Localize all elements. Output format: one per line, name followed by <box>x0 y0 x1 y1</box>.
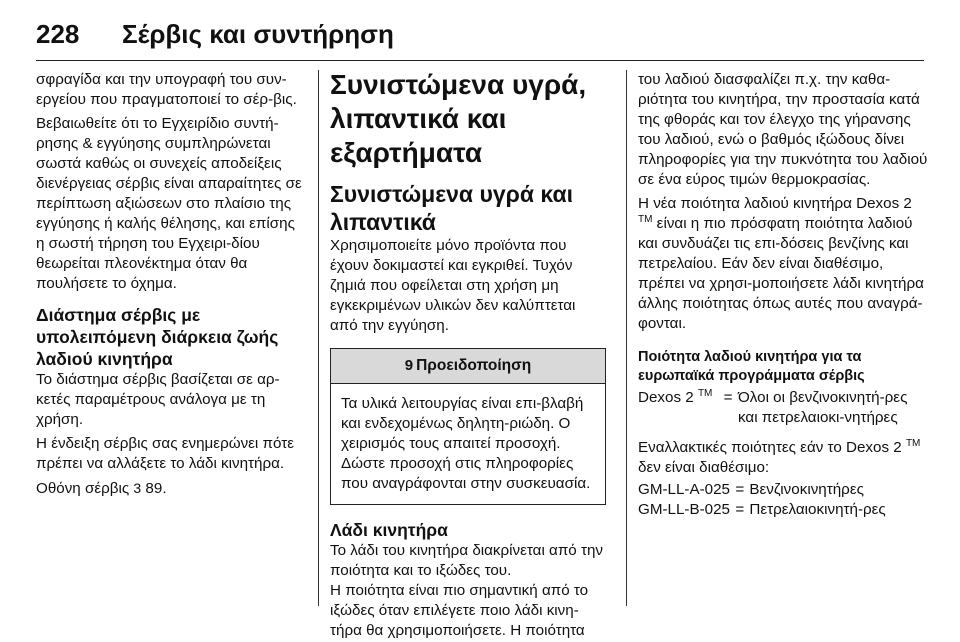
subsection-heading: Ποιότητα λαδιού κινητήρα για τα ευρωπαϊκά προγράμματα σέρβις <box>638 349 865 384</box>
spec-key: GM-LL-A-025 <box>638 481 731 498</box>
spec-equals: = <box>735 501 745 518</box>
column-middle <box>330 70 606 641</box>
paragraph: Βεβαιωθείτε ότι το Εγχειρίδιο συντή-ρησης & εγγύησης συμπληρώνεται σωστά καθώς οι συνεχείς αποδείξεις διενέργειας σέρβις είναι απαραίτητες σε περίπτωση αξιώσεων στο πλαίσιο της εγγύησης ή καλής θέλησης, και επίσης η σωστή τήρηση του Εγχειρι-δίου θεωρείται πλεονέκτημα όταν θα πουλήσετε το όχημα. <box>36 115 302 292</box>
trademark: TM <box>638 213 653 225</box>
section-heading: Λάδι κινητήρα <box>330 520 448 540</box>
paragraph: Η νέα ποιότητα λαδιού κινητήρα Dexos 2 ™ είναι η πιο πρόσφατη ποιότητα λαδιού και συνδυάζει τις επι-δόσεις βενζίνης και πετρελαίου. Εάν δεν είναι διαθέσιμο, πρέπει να χρησι-μοποιήσετε λάδι κινητήρα άλλης ποιότητας όπως αυτές που αναγρά-φονται. <box>638 195 924 332</box>
page-number: 228 <box>36 18 80 49</box>
warning-box <box>330 348 606 505</box>
spec-row <box>638 500 928 520</box>
page-header <box>36 14 924 54</box>
spec-value: Πετρελαιοκινητή-ρες <box>749 501 886 518</box>
warning-header <box>331 349 605 384</box>
paragraph: του λαδιού διασφαλίζει π.χ. την καθα-ριότητα του κινητήρα, την προστασία κατά της φθοράς και τον έλεγχο της γήρανσης του λαδιού, ενώ ο βαθμός ιξώδους δίνει πληροφορίες για την πυκνότητα του λαδιού σε ένα εύρος τιμών θερμοκρασίας. <box>638 71 928 188</box>
column-left <box>36 70 306 499</box>
warning-body <box>331 384 605 504</box>
spec-value: Όλοι οι βενζινοκινητή-ρες και πετρελαιοκι-νητήρες <box>738 389 908 426</box>
chapter-title: Συνιστώμενα υγρά, λιπαντικά και εξαρτήματα <box>330 69 587 168</box>
spec-key: GM-LL-B-025 <box>638 501 731 518</box>
paragraph: Η ένδειξη σέρβις σας ενημερώνει πότε πρέπει να αλλάξετε το λάδι κινητήρα. <box>36 435 295 472</box>
spec-row <box>638 480 928 500</box>
paragraph: σφραγίδα και την υπογραφή του συν-εργείου που πραγματοποιεί το σέρ-βις. <box>36 71 297 108</box>
header-rule <box>36 60 924 61</box>
trademark: TM <box>697 387 713 399</box>
spec-row <box>638 388 928 428</box>
section-heading: Διάστημα σέρβις με υπολειπόμενη διάρκεια ζωής λαδιού κινητήρα <box>36 305 279 369</box>
warning-title: Προειδοποίηση <box>416 357 532 374</box>
warning-triangle-icon: 9 <box>404 357 414 374</box>
paragraph: Εναλλακτικές ποιότητες εάν το Dexos 2 ™ δεν είναι διαθέσιμο: <box>638 437 921 476</box>
column-divider <box>626 70 627 606</box>
spec-equals: = <box>735 481 745 498</box>
spec-equals: = <box>723 389 733 406</box>
section-title: Συνιστώμενα υγρά και λιπαντικά <box>330 181 573 235</box>
cross-reference: Οθόνη σέρβις 3 89. <box>36 480 167 497</box>
column-right <box>638 70 928 520</box>
warning-text: Τα υλικά λειτουργίας είναι επι-βλαβή και ενδεχομένως δηλητη-ριώδη. Ο χειρισμός τους απαιτεί προσοχή. Δώστε προσοχή στις πληροφορίες που αναγράφονται στην συσκευασία. <box>341 395 591 492</box>
spec-value: Βενζινοκινητήρες <box>749 481 864 498</box>
trademark: TM <box>905 437 921 449</box>
paragraph: Η ποιότητα είναι πιο σημαντική από το ιξώδες όταν επιλέγετε ποιο λάδι κινη-τήρα θα χρησιμοποιήσετε. Η ποιότητα <box>330 582 589 639</box>
column-divider <box>318 70 319 606</box>
spec-key: Dexos 2 ™ <box>638 387 713 406</box>
paragraph: Χρησιμοποιείτε μόνο προϊόντα που έχουν δοκιμαστεί και εγκριθεί. Τυχόν ζημιά που οφείλεται στη χρήση μη εγκεκριμένων υλικών δεν καλύπτεται από την εγγύηση. <box>330 237 576 334</box>
paragraph: Το λάδι του κινητήρα διακρίνεται από την ποιότητα και το ιξώδες του. <box>330 542 604 579</box>
paragraph: Το διάστημα σέρβις βασίζεται σε αρ-κετές παραμέτρους ανάλογα με τη χρήση. <box>36 371 280 428</box>
running-title: Σέρβις και συντήρηση <box>122 18 394 49</box>
page-reference-arrow-icon: 3 <box>133 480 142 496</box>
